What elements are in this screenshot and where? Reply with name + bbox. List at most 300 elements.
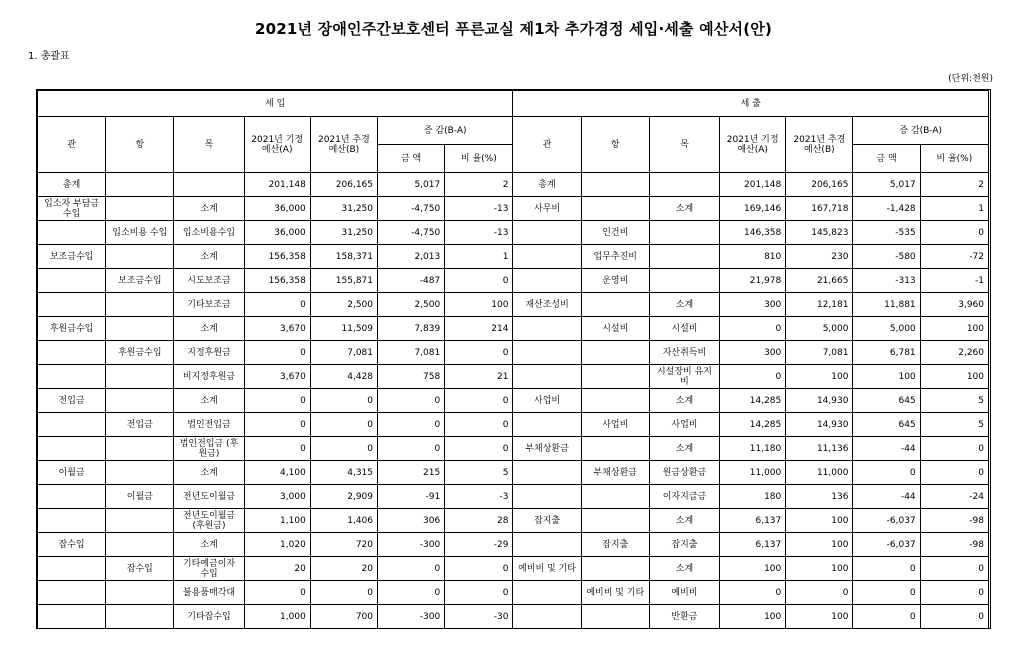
exp-diff-ratio-cell: 0 bbox=[920, 605, 988, 629]
exp-base-cell: 300 bbox=[720, 341, 786, 365]
rev-supp-cell: 20 bbox=[310, 557, 377, 581]
rev-base-cell: 156,358 bbox=[244, 269, 310, 293]
rev-gwan-cell: 입소자 부담금수입 bbox=[38, 197, 106, 221]
rev-gwan-cell bbox=[38, 581, 106, 605]
rev-hang-cell bbox=[106, 533, 174, 557]
rev-mok-cell: 기타예금이자 수입 bbox=[174, 557, 244, 581]
exp-diff-ratio-cell: 0 bbox=[920, 221, 988, 245]
exp-diff-amount-cell: 0 bbox=[853, 461, 920, 485]
rev-diff-amount-cell: -300 bbox=[378, 605, 445, 629]
exp-hang-cell: 운영비 bbox=[581, 269, 649, 293]
exp-supp-cell: 100 bbox=[786, 509, 853, 533]
table-row bbox=[38, 293, 989, 317]
rev-diff-amount-cell: 215 bbox=[378, 461, 445, 485]
exp-supp-cell: 145,823 bbox=[786, 221, 853, 245]
rev-mok-cell: 비지정후원금 bbox=[174, 365, 244, 389]
exp-gwan-cell bbox=[513, 581, 581, 605]
col-mok: 목 bbox=[174, 117, 244, 173]
exp-gwan-cell: 총계 bbox=[513, 173, 581, 197]
exp-hang-cell: 인건비 bbox=[581, 221, 649, 245]
rev-diff-ratio-cell: 2 bbox=[445, 173, 513, 197]
exp-diff-ratio-cell: -1 bbox=[920, 269, 988, 293]
rev-mok-cell: 법인전입금 (후원금) bbox=[174, 437, 244, 461]
table-row bbox=[38, 485, 989, 509]
rev-mok-cell bbox=[174, 173, 244, 197]
table-row bbox=[38, 245, 989, 269]
exp-mok-cell: 반환금 bbox=[649, 605, 719, 629]
rev-mok-cell: 소계 bbox=[174, 389, 244, 413]
exp-diff-amount-cell: 5,000 bbox=[853, 317, 920, 341]
exp-hang-cell bbox=[581, 437, 649, 461]
exp-diff-amount-cell: 5,017 bbox=[853, 173, 920, 197]
col-hang-expense: 항 bbox=[581, 117, 649, 173]
exp-diff-ratio-cell: -98 bbox=[920, 509, 988, 533]
exp-supp-cell: 14,930 bbox=[786, 413, 853, 437]
exp-base-cell: 100 bbox=[720, 557, 786, 581]
rev-base-cell: 0 bbox=[244, 293, 310, 317]
rev-hang-cell: 보조금수입 bbox=[106, 269, 174, 293]
rev-hang-cell: 잡수입 bbox=[106, 557, 174, 581]
rev-diff-amount-cell: -91 bbox=[378, 485, 445, 509]
rev-diff-amount-cell: -4,750 bbox=[378, 221, 445, 245]
rev-mok-cell: 시도보조금 bbox=[174, 269, 244, 293]
rev-supp-cell: 700 bbox=[310, 605, 377, 629]
exp-base-cell: 146,358 bbox=[720, 221, 786, 245]
exp-hang-cell bbox=[581, 341, 649, 365]
col-diff: 증 감(B-A) bbox=[378, 117, 513, 145]
exp-supp-cell: 136 bbox=[786, 485, 853, 509]
exp-diff-ratio-cell: 0 bbox=[920, 437, 988, 461]
rev-base-cell: 3,000 bbox=[244, 485, 310, 509]
expense-header: 세 출 bbox=[513, 91, 989, 117]
exp-gwan-cell bbox=[513, 341, 581, 365]
exp-hang-cell: 업무추진비 bbox=[581, 245, 649, 269]
table-row bbox=[38, 533, 989, 557]
exp-diff-amount-cell: -313 bbox=[853, 269, 920, 293]
rev-mok-cell: 불용품매각대 bbox=[174, 581, 244, 605]
col-supp-budget: 2021년 추경예산(B) bbox=[310, 117, 377, 173]
rev-diff-ratio-cell: 0 bbox=[445, 269, 513, 293]
exp-gwan-cell: 사무비 bbox=[513, 197, 581, 221]
table-row bbox=[38, 173, 989, 197]
rev-supp-cell: 0 bbox=[310, 413, 377, 437]
rev-gwan-cell bbox=[38, 557, 106, 581]
rev-diff-ratio-cell: 5 bbox=[445, 461, 513, 485]
exp-gwan-cell bbox=[513, 221, 581, 245]
rev-base-cell: 3,670 bbox=[244, 317, 310, 341]
exp-diff-ratio-cell: 5 bbox=[920, 389, 988, 413]
table-row bbox=[38, 461, 989, 485]
rev-gwan-cell bbox=[38, 509, 106, 533]
rev-diff-ratio-cell: -13 bbox=[445, 197, 513, 221]
exp-diff-amount-cell: 645 bbox=[853, 389, 920, 413]
revenue-header: 세 입 bbox=[38, 91, 513, 117]
rev-supp-cell: 155,871 bbox=[310, 269, 377, 293]
exp-hang-cell bbox=[581, 389, 649, 413]
exp-diff-ratio-cell: 1 bbox=[920, 197, 988, 221]
exp-supp-cell: 11,136 bbox=[786, 437, 853, 461]
exp-supp-cell: 206,165 bbox=[786, 173, 853, 197]
exp-diff-amount-cell: 645 bbox=[853, 413, 920, 437]
rev-diff-amount-cell: 7,839 bbox=[378, 317, 445, 341]
exp-gwan-cell bbox=[513, 485, 581, 509]
rev-supp-cell: 0 bbox=[310, 581, 377, 605]
budget-summary-table bbox=[37, 90, 989, 629]
exp-base-cell: 201,148 bbox=[720, 173, 786, 197]
unit-label: (단위:천원) bbox=[948, 74, 993, 84]
exp-mok-cell bbox=[649, 173, 719, 197]
exp-gwan-cell bbox=[513, 317, 581, 341]
exp-gwan-cell: 예비비 및 기타 bbox=[513, 557, 581, 581]
exp-hang-cell bbox=[581, 509, 649, 533]
exp-hang-cell bbox=[581, 605, 649, 629]
col-ratio: 비 율(%) bbox=[445, 145, 513, 173]
rev-supp-cell: 1,406 bbox=[310, 509, 377, 533]
header-row-group bbox=[38, 91, 989, 117]
exp-gwan-cell: 부채상환금 bbox=[513, 437, 581, 461]
exp-base-cell: 0 bbox=[720, 365, 786, 389]
header-row-columns bbox=[38, 117, 989, 145]
rev-base-cell: 1,100 bbox=[244, 509, 310, 533]
rev-hang-cell bbox=[106, 365, 174, 389]
exp-base-cell: 6,137 bbox=[720, 509, 786, 533]
exp-supp-cell: 100 bbox=[786, 557, 853, 581]
rev-mok-cell: 법인전입금 bbox=[174, 413, 244, 437]
exp-gwan-cell bbox=[513, 461, 581, 485]
rev-supp-cell: 0 bbox=[310, 389, 377, 413]
exp-mok-cell: 소계 bbox=[649, 557, 719, 581]
exp-base-cell: 0 bbox=[720, 317, 786, 341]
table-row bbox=[38, 509, 989, 533]
rev-supp-cell: 4,428 bbox=[310, 365, 377, 389]
col-hang: 항 bbox=[106, 117, 174, 173]
exp-mok-cell bbox=[649, 221, 719, 245]
rev-hang-cell bbox=[106, 245, 174, 269]
exp-gwan-cell bbox=[513, 365, 581, 389]
rev-gwan-cell: 후원금수입 bbox=[38, 317, 106, 341]
table-row bbox=[38, 341, 989, 365]
rev-diff-amount-cell: 758 bbox=[378, 365, 445, 389]
exp-diff-amount-cell: -44 bbox=[853, 485, 920, 509]
exp-diff-amount-cell: -580 bbox=[853, 245, 920, 269]
table-row bbox=[38, 365, 989, 389]
table-row bbox=[38, 317, 989, 341]
exp-supp-cell: 21,665 bbox=[786, 269, 853, 293]
table-row bbox=[38, 197, 989, 221]
col-gwan: 관 bbox=[38, 117, 106, 173]
rev-mok-cell: 기타잡수입 bbox=[174, 605, 244, 629]
rev-mok-cell: 소계 bbox=[174, 461, 244, 485]
col-amount: 금 액 bbox=[378, 145, 445, 173]
exp-diff-amount-cell: 0 bbox=[853, 605, 920, 629]
exp-hang-cell: 사업비 bbox=[581, 413, 649, 437]
rev-supp-cell: 720 bbox=[310, 533, 377, 557]
rev-gwan-cell bbox=[38, 269, 106, 293]
rev-gwan-cell: 이월금 bbox=[38, 461, 106, 485]
exp-mok-cell: 이자지급금 bbox=[649, 485, 719, 509]
rev-mok-cell: 지정후원금 bbox=[174, 341, 244, 365]
rev-diff-ratio-cell: -29 bbox=[445, 533, 513, 557]
exp-diff-ratio-cell: 100 bbox=[920, 365, 988, 389]
rev-mok-cell: 입소비용수입 bbox=[174, 221, 244, 245]
rev-gwan-cell bbox=[38, 221, 106, 245]
exp-base-cell: 300 bbox=[720, 293, 786, 317]
rev-mok-cell: 전년도이월금 (후원금) bbox=[174, 509, 244, 533]
exp-base-cell: 11,180 bbox=[720, 437, 786, 461]
exp-base-cell: 810 bbox=[720, 245, 786, 269]
rev-gwan-cell bbox=[38, 293, 106, 317]
rev-diff-amount-cell: 5,017 bbox=[378, 173, 445, 197]
rev-diff-amount-cell: 2,013 bbox=[378, 245, 445, 269]
rev-diff-ratio-cell: 0 bbox=[445, 341, 513, 365]
exp-gwan-cell bbox=[513, 605, 581, 629]
rev-supp-cell: 4,315 bbox=[310, 461, 377, 485]
col-supp-budget-expense: 2021년 추경예산(B) bbox=[786, 117, 853, 173]
rev-diff-ratio-cell: 1 bbox=[445, 245, 513, 269]
exp-diff-amount-cell: -44 bbox=[853, 437, 920, 461]
rev-diff-amount-cell: 0 bbox=[378, 557, 445, 581]
rev-diff-ratio-cell: 100 bbox=[445, 293, 513, 317]
rev-base-cell: 1,000 bbox=[244, 605, 310, 629]
rev-mok-cell: 소계 bbox=[174, 533, 244, 557]
rev-supp-cell: 2,909 bbox=[310, 485, 377, 509]
rev-diff-amount-cell: 0 bbox=[378, 389, 445, 413]
exp-diff-ratio-cell: 3,960 bbox=[920, 293, 988, 317]
exp-mok-cell: 자산취득비 bbox=[649, 341, 719, 365]
rev-diff-ratio-cell: 0 bbox=[445, 389, 513, 413]
col-diff-expense: 증 감(B-A) bbox=[853, 117, 989, 145]
rev-gwan-cell: 보조금수입 bbox=[38, 245, 106, 269]
rev-diff-ratio-cell: 21 bbox=[445, 365, 513, 389]
section-heading: 1. 총괄표 bbox=[28, 51, 70, 62]
exp-gwan-cell: 잡지출 bbox=[513, 509, 581, 533]
rev-gwan-cell bbox=[38, 341, 106, 365]
table-row bbox=[38, 557, 989, 581]
rev-base-cell: 156,358 bbox=[244, 245, 310, 269]
exp-supp-cell: 100 bbox=[786, 605, 853, 629]
rev-supp-cell: 31,250 bbox=[310, 221, 377, 245]
col-base-budget: 2021년 기정예산(A) bbox=[244, 117, 310, 173]
exp-supp-cell: 100 bbox=[786, 365, 853, 389]
exp-hang-cell: 부채상환금 bbox=[581, 461, 649, 485]
exp-mok-cell bbox=[649, 245, 719, 269]
rev-base-cell: 1,020 bbox=[244, 533, 310, 557]
rev-diff-ratio-cell: 0 bbox=[445, 557, 513, 581]
table-row bbox=[38, 581, 989, 605]
exp-gwan-cell: 사업비 bbox=[513, 389, 581, 413]
rev-supp-cell: 206,165 bbox=[310, 173, 377, 197]
exp-supp-cell: 5,000 bbox=[786, 317, 853, 341]
rev-supp-cell: 158,371 bbox=[310, 245, 377, 269]
exp-diff-ratio-cell: -24 bbox=[920, 485, 988, 509]
exp-supp-cell: 0 bbox=[786, 581, 853, 605]
exp-diff-amount-cell: 100 bbox=[853, 365, 920, 389]
exp-gwan-cell: 재산조성비 bbox=[513, 293, 581, 317]
exp-hang-cell bbox=[581, 485, 649, 509]
rev-diff-amount-cell: 306 bbox=[378, 509, 445, 533]
exp-diff-ratio-cell: 100 bbox=[920, 317, 988, 341]
table-row bbox=[38, 221, 989, 245]
exp-base-cell: 100 bbox=[720, 605, 786, 629]
rev-base-cell: 20 bbox=[244, 557, 310, 581]
rev-supp-cell: 0 bbox=[310, 437, 377, 461]
rev-hang-cell: 후원금수입 bbox=[106, 341, 174, 365]
rev-hang-cell bbox=[106, 581, 174, 605]
rev-gwan-cell: 전입금 bbox=[38, 389, 106, 413]
rev-gwan-cell bbox=[38, 437, 106, 461]
rev-diff-amount-cell: 0 bbox=[378, 581, 445, 605]
exp-base-cell: 21,978 bbox=[720, 269, 786, 293]
rev-base-cell: 36,000 bbox=[244, 197, 310, 221]
rev-supp-cell: 2,500 bbox=[310, 293, 377, 317]
rev-diff-amount-cell: -487 bbox=[378, 269, 445, 293]
rev-hang-cell: 입소비용 수입 bbox=[106, 221, 174, 245]
exp-base-cell: 169,146 bbox=[720, 197, 786, 221]
exp-mok-cell: 시설장비 유지비 bbox=[649, 365, 719, 389]
exp-base-cell: 6,137 bbox=[720, 533, 786, 557]
rev-mok-cell: 전년도이월금 bbox=[174, 485, 244, 509]
exp-diff-amount-cell: 11,881 bbox=[853, 293, 920, 317]
exp-mok-cell bbox=[649, 269, 719, 293]
rev-diff-ratio-cell: 0 bbox=[445, 437, 513, 461]
rev-base-cell: 36,000 bbox=[244, 221, 310, 245]
table-row bbox=[38, 389, 989, 413]
rev-base-cell: 201,148 bbox=[244, 173, 310, 197]
rev-hang-cell bbox=[106, 461, 174, 485]
exp-diff-ratio-cell: 0 bbox=[920, 557, 988, 581]
exp-hang-cell bbox=[581, 557, 649, 581]
exp-supp-cell: 11,000 bbox=[786, 461, 853, 485]
rev-base-cell: 0 bbox=[244, 413, 310, 437]
rev-diff-ratio-cell: 214 bbox=[445, 317, 513, 341]
rev-supp-cell: 11,509 bbox=[310, 317, 377, 341]
exp-diff-amount-cell: 0 bbox=[853, 557, 920, 581]
exp-diff-ratio-cell: 0 bbox=[920, 461, 988, 485]
rev-hang-cell bbox=[106, 605, 174, 629]
col-amount-expense: 금 액 bbox=[853, 145, 920, 173]
exp-mok-cell: 원금상환금 bbox=[649, 461, 719, 485]
exp-mok-cell: 시설비 bbox=[649, 317, 719, 341]
rev-diff-amount-cell: 0 bbox=[378, 437, 445, 461]
col-mok-expense: 목 bbox=[649, 117, 719, 173]
rev-hang-cell: 전입금 bbox=[106, 413, 174, 437]
exp-supp-cell: 7,081 bbox=[786, 341, 853, 365]
exp-diff-amount-cell: 0 bbox=[853, 581, 920, 605]
exp-hang-cell: 예비비 및 기타 bbox=[581, 581, 649, 605]
exp-diff-ratio-cell: 2 bbox=[920, 173, 988, 197]
rev-hang-cell bbox=[106, 437, 174, 461]
rev-diff-ratio-cell: 0 bbox=[445, 581, 513, 605]
rev-diff-ratio-cell: -3 bbox=[445, 485, 513, 509]
exp-mok-cell: 소계 bbox=[649, 197, 719, 221]
rev-gwan-cell: 총계 bbox=[38, 173, 106, 197]
rev-diff-amount-cell: 7,081 bbox=[378, 341, 445, 365]
rev-base-cell: 0 bbox=[244, 437, 310, 461]
rev-mok-cell: 기타보조금 bbox=[174, 293, 244, 317]
exp-hang-cell bbox=[581, 365, 649, 389]
exp-mok-cell: 소계 bbox=[649, 389, 719, 413]
table-row bbox=[38, 605, 989, 629]
exp-base-cell: 11,000 bbox=[720, 461, 786, 485]
rev-hang-cell bbox=[106, 389, 174, 413]
col-ratio-expense: 비 율(%) bbox=[920, 145, 988, 173]
rev-diff-ratio-cell: 28 bbox=[445, 509, 513, 533]
rev-diff-amount-cell: -300 bbox=[378, 533, 445, 557]
exp-hang-cell bbox=[581, 173, 649, 197]
budget-rows bbox=[38, 173, 989, 629]
rev-gwan-cell bbox=[38, 413, 106, 437]
rev-diff-ratio-cell: 0 bbox=[445, 413, 513, 437]
exp-gwan-cell bbox=[513, 245, 581, 269]
exp-mok-cell: 소계 bbox=[649, 293, 719, 317]
exp-hang-cell bbox=[581, 197, 649, 221]
exp-diff-ratio-cell: -98 bbox=[920, 533, 988, 557]
rev-diff-amount-cell: 0 bbox=[378, 413, 445, 437]
rev-hang-cell: 이월금 bbox=[106, 485, 174, 509]
exp-base-cell: 0 bbox=[720, 581, 786, 605]
rev-base-cell: 3,670 bbox=[244, 365, 310, 389]
exp-hang-cell bbox=[581, 293, 649, 317]
rev-diff-amount-cell: 2,500 bbox=[378, 293, 445, 317]
exp-supp-cell: 12,181 bbox=[786, 293, 853, 317]
exp-mok-cell: 소계 bbox=[649, 509, 719, 533]
rev-hang-cell bbox=[106, 293, 174, 317]
rev-base-cell: 4,100 bbox=[244, 461, 310, 485]
rev-gwan-cell bbox=[38, 365, 106, 389]
exp-supp-cell: 100 bbox=[786, 533, 853, 557]
exp-diff-ratio-cell: 5 bbox=[920, 413, 988, 437]
rev-base-cell: 0 bbox=[244, 581, 310, 605]
exp-mok-cell: 사업비 bbox=[649, 413, 719, 437]
rev-supp-cell: 7,081 bbox=[310, 341, 377, 365]
budget-table-frame bbox=[36, 89, 991, 629]
rev-diff-amount-cell: -4,750 bbox=[378, 197, 445, 221]
rev-supp-cell: 31,250 bbox=[310, 197, 377, 221]
col-gwan-expense: 관 bbox=[513, 117, 581, 173]
exp-mok-cell: 소계 bbox=[649, 437, 719, 461]
exp-diff-amount-cell: -535 bbox=[853, 221, 920, 245]
exp-gwan-cell bbox=[513, 413, 581, 437]
rev-base-cell: 0 bbox=[244, 389, 310, 413]
rev-gwan-cell: 잡수입 bbox=[38, 533, 106, 557]
rev-hang-cell bbox=[106, 197, 174, 221]
exp-mok-cell: 예비비 bbox=[649, 581, 719, 605]
exp-mok-cell: 잡지출 bbox=[649, 533, 719, 557]
exp-diff-ratio-cell: -72 bbox=[920, 245, 988, 269]
exp-diff-amount-cell: -1,428 bbox=[853, 197, 920, 221]
exp-base-cell: 14,285 bbox=[720, 413, 786, 437]
exp-diff-amount-cell: 6,781 bbox=[853, 341, 920, 365]
exp-base-cell: 14,285 bbox=[720, 389, 786, 413]
page-title: 2021년 장애인주간보호센터 푸른교실 제1차 추가경정 세입·세출 예산서(안) bbox=[254, 20, 773, 38]
table-row bbox=[38, 437, 989, 461]
table-row bbox=[38, 269, 989, 293]
rev-hang-cell bbox=[106, 173, 174, 197]
rev-gwan-cell bbox=[38, 485, 106, 509]
exp-diff-ratio-cell: 2,260 bbox=[920, 341, 988, 365]
exp-diff-ratio-cell: 0 bbox=[920, 581, 988, 605]
exp-gwan-cell bbox=[513, 269, 581, 293]
exp-hang-cell: 시설비 bbox=[581, 317, 649, 341]
rev-diff-ratio-cell: -30 bbox=[445, 605, 513, 629]
rev-base-cell: 0 bbox=[244, 341, 310, 365]
col-base-budget-expense: 2021년 기정예산(A) bbox=[720, 117, 786, 173]
exp-hang-cell: 잡지출 bbox=[581, 533, 649, 557]
exp-supp-cell: 167,718 bbox=[786, 197, 853, 221]
exp-diff-amount-cell: -6,037 bbox=[853, 533, 920, 557]
rev-mok-cell: 소계 bbox=[174, 317, 244, 341]
exp-gwan-cell bbox=[513, 533, 581, 557]
